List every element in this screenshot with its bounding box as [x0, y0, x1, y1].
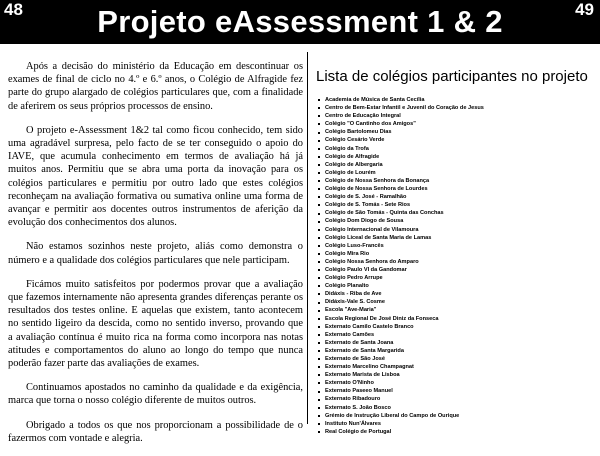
article-paragraph: Ficámos muito satisfeitos por podermos provar que a avaliação que fazemos internamente não apresenta grandes diferenças perante os resultados dos testes online. E aquelas que existem, tanto acontecem no sentido ligeiro da descida, como no sentido inverso, provando que a avaliação contínua é muito rica na forma como incorpora nas notas atitudes e comportamentos do aluno ao longo do tempo que nunca poderão fazer parte das avaliações de exames. — [8, 278, 303, 370]
list-item: Colégio Dom Diogo de Sousa — [316, 217, 594, 225]
list-item: Colégio "O Cantinho dos Amigos" — [316, 120, 594, 128]
article-body — [8, 60, 303, 456]
article-paragraph: Após a decisão do ministério da Educação em descontinuar os exames de final de ciclo no 4.º e 6.º anos, o Colégio de Alfragide fez parte do grupo alargado de colégios particulares que, com a finalidade de aferirem os seus próprios processos de ensino. — [8, 61, 303, 112]
list-item: Externato Marcelino Champagnat — [316, 363, 594, 371]
page-number-right: 49 — [575, 0, 594, 19]
list-item: Colégio de Albergaria — [316, 161, 594, 169]
list-item: Colégio Mira Rio — [316, 250, 594, 258]
page-number-left: 48 — [4, 0, 23, 19]
list-item: Externato Camões — [316, 331, 594, 339]
article-paragraph: Obrigado a todos os que nos proporcionam a possibilidade de o fazermos com vontade e alegria. — [8, 419, 303, 444]
list-item: Colégio Cesário Verde — [316, 136, 594, 144]
list-item: Externato de Santa Margarida — [316, 347, 594, 355]
school-list — [316, 96, 594, 436]
list-item: Centro de Bem-Estar Infantil e Juvenil do Coração de Jesus — [316, 104, 594, 112]
list-item: Externato O'Ninho — [316, 379, 594, 387]
participants-sidebar — [316, 68, 594, 436]
page-title: Projeto eAssessment 1 & 2 — [97, 4, 503, 39]
list-item: Colégio de Nossa Senhora de Lourdes — [316, 185, 594, 193]
list-item: Didáxis-Vale S. Cosme — [316, 298, 594, 306]
list-item: Escola "Ave-Maria" — [316, 306, 594, 314]
header-band — [0, 0, 600, 44]
list-item: Colégio de S. Tomás - Sete Rios — [316, 201, 594, 209]
list-item: Colégio Paulo VI da Gandomar — [316, 266, 594, 274]
list-item: Academia de Música de Santa Cecília — [316, 96, 594, 104]
column-divider — [307, 52, 308, 424]
list-item: Colégio Planalto — [316, 282, 594, 290]
sidebar-title: Lista de colégios participantes no projeto — [316, 68, 588, 85]
list-item: Externato Ribadouro — [316, 395, 594, 403]
list-item: Externato Paseeo Manuel — [316, 387, 594, 395]
list-item: Colégio de Alfragide — [316, 153, 594, 161]
list-item: Colégio de Lourém — [316, 169, 594, 177]
list-item: Colégio de Nossa Senhora da Bonança — [316, 177, 594, 185]
list-item: Colégio de S. José - Ramalhão — [316, 193, 594, 201]
list-item: Colégio Luso-Francês — [316, 242, 594, 250]
list-item: Colégio de São Tomás - Quinta das Conchas — [316, 209, 594, 217]
list-item: Externato Camilo Castelo Branco — [316, 323, 594, 331]
list-item: Externato de São José — [316, 355, 594, 363]
list-item: Externato S. João Bosco — [316, 404, 594, 412]
list-item: Didáxis - Riba de Ave — [316, 290, 594, 298]
article-paragraph: O projeto e-Assessment 1&2 tal como ficou conhecido, tem sido uma agradável surpresa, pelo facto de se ter conseguido o apoio do IAVE, que acumula conhecimento em termos de avaliação há já muitos anos. Permitiu que se abra uma porta da inovação para os colégios particulares e permitiu por outro lado que estes colégios reconheçam na avaliação formativa ou sumativa online uma forma de avançar e permitir aos docentes outros instrumentos de aferição da evolução dos conhecimentos dos alunos. — [8, 124, 303, 229]
list-item: Colégio Internacional de Vilamoura — [316, 226, 594, 234]
list-item: Externato de Santa Joana — [316, 339, 594, 347]
list-item: Colégio Pedro Arrupe — [316, 274, 594, 282]
list-item: Grémio de Instrução Liberal do Campo de Ourique — [316, 412, 594, 420]
list-item: Externato Marista de Lisboa — [316, 371, 594, 379]
list-item: Real Colégio de Portugal — [316, 428, 594, 436]
list-item: Colégio Bartolomeu Dias — [316, 128, 594, 136]
article-paragraph: Continuamos apostados no caminho da qualidade e da exigência, marca que torna o nosso colégio diferente de muitos outros. — [8, 382, 303, 407]
page-content — [0, 52, 600, 444]
list-item: Instituto Nun'Álvares — [316, 420, 594, 428]
list-item: Escola Regional De José Diniz da Fonseca — [316, 315, 594, 323]
list-item: Colégio da Trofa — [316, 145, 594, 153]
list-item: Colégio Liceal de Santa Maria de Lamas — [316, 234, 594, 242]
list-item: Centro de Educação Integral — [316, 112, 594, 120]
article-paragraph: Não estamos sozinhos neste projeto, aliás como demonstra o número e a qualidade dos colégios particulares que nele participam. — [8, 241, 303, 266]
list-item: Colégio Nossa Senhora do Amparo — [316, 258, 594, 266]
